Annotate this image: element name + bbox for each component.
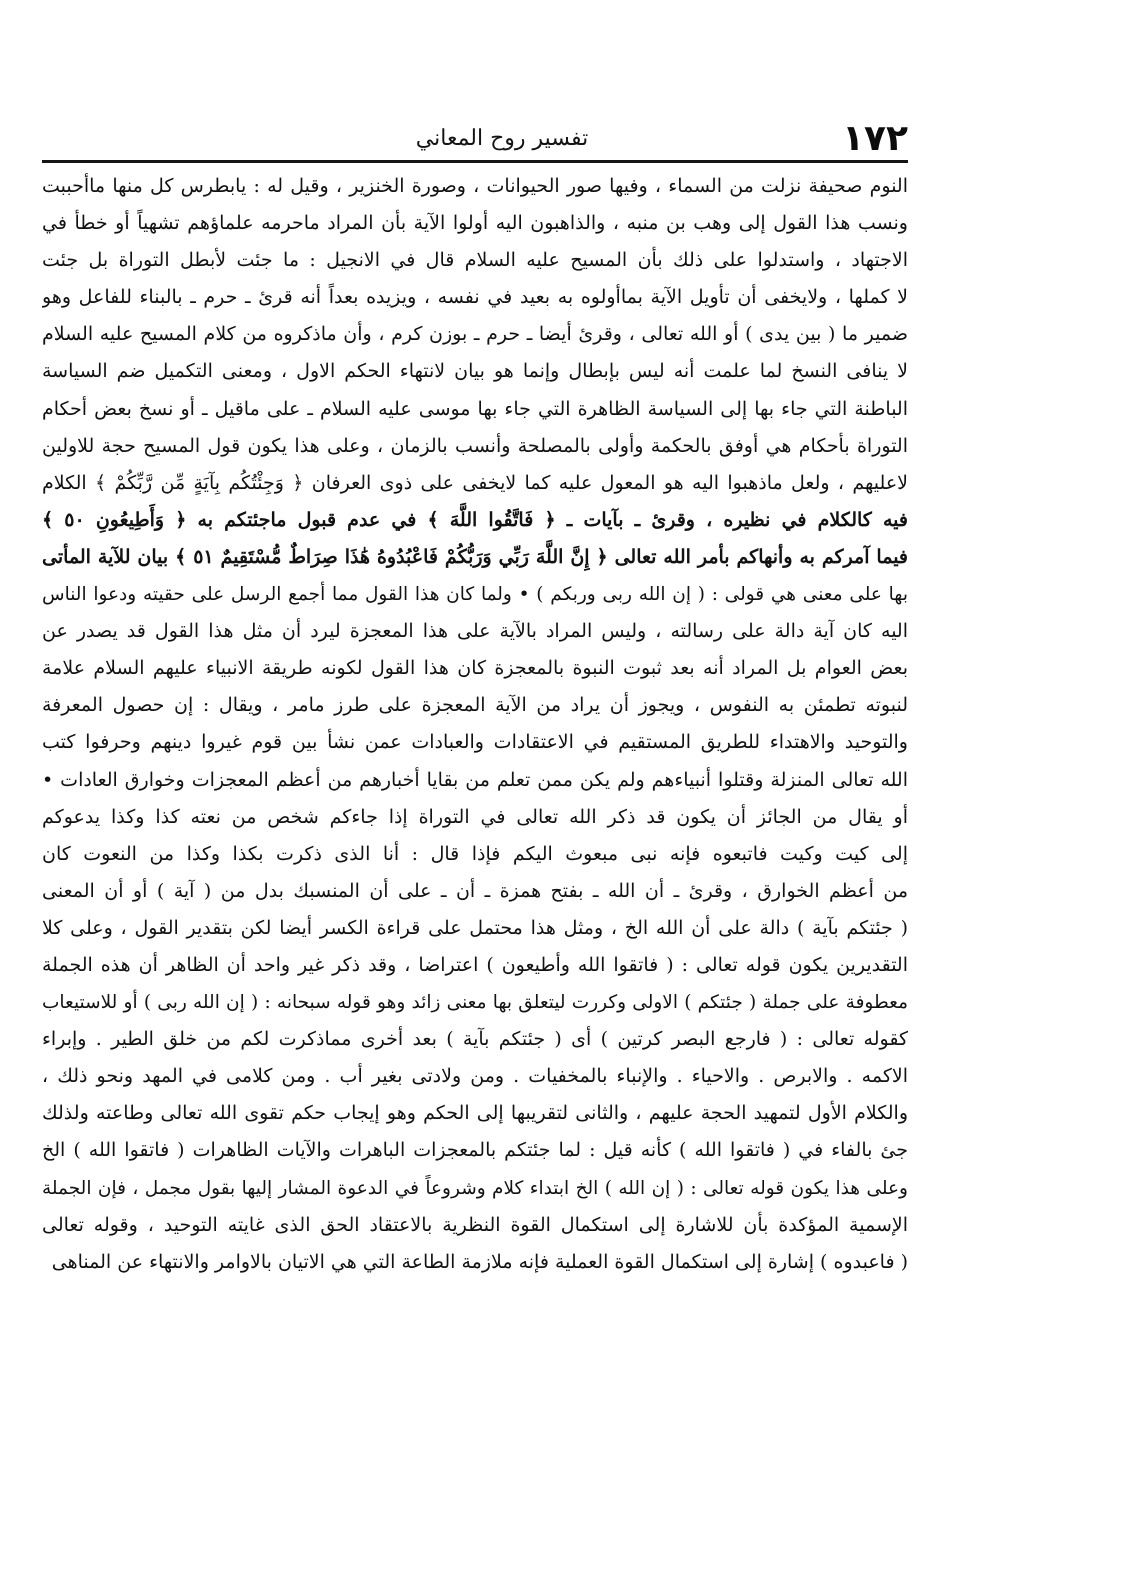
text-line: الإسمية المؤكدة بأن للاشارة إلى استكمال القوة النظرية بالاعتقاد الحق الذى غايته التوحيد ، وقوله تعالى [42,1213,908,1236]
text-line: الاجتهاد ، واستدلوا على ذلك بأن المسيح عليه السلام قال في الانجيل : ما جئت لأبطل التوراة بل جئت [42,249,908,272]
page-number: ١٧٢ [842,118,908,159]
text-line: ونسب هذا القول إلى وهب بن منبه ، والذاهبون اليه أولوا الآية بأن المراد ماحرمه علماؤهم تشهياً أو خطأ في [42,212,908,235]
text-line: بها على معنى هي قولى : ( إن الله ربى وربكم ) • ولما كان هذا القول مما أجمع الرسل على حقيته ودعوا الناس [42,584,908,606]
text-line: فيما آمركم به وأنهاكم بأمر الله تعالى ﴿ إِنَّ اللَّهَ رَبِّي وَرَبُّكُمْ فَاعْبُدُوهُ هَٰذَا صِرَاطٌ مُّسْتَقِيمٌ ٥١ ﴾ بيان للآية المأتى [42,545,908,568]
text-line: والكلام الأول لتمهيد الحجة عليهم ، والثانى لتقريبها إلى الحكم وهو إيجاب حكم تقوى الله تعالى وطاعته ولذلك [42,1102,908,1125]
text-line: وعلى هذا يكون قوله تعالى : ( إن الله ) الخ ابتداء كلام وشروعاً في الدعوة المشار إليها بقول مجمل ، فإن الجملة [42,1177,908,1199]
text-line: لا ينافى النسخ لما علمت أنه ليس بإبطال وإنما هو بيان لانتهاء الحكم الاول ، ومعنى التكميل ضم السياسة [42,360,908,383]
text-line: الباطنة التي جاء بها إلى السياسة الظاهرة التي جاء بها موسى عليه السلام ـ على ماقيل ـ أو نسخ بعض أحكام [42,397,908,420]
text-line: الله تعالى المنزلة وقتلوا أنبياءهم ولم يكن ممن تعلم من بقايا أخبارهم من أعظم المعجزات وخوارق العادات • [42,768,908,791]
text-line: أو يقال من الجائز أن يكون قد ذكر الله تعالى في التوراة إذا جاءكم شخص من نعته كذا وكذا يدعوكم [42,805,908,828]
running-title: تفسير روح المعاني [415,126,589,151]
text-line: النوم صحيفة نزلت من السماء ، وفيها صور الحيوانات ، وصورة الخنزير ، وقيل له : يابطرس كل منها ماأحببت [42,175,908,197]
commentary-text [42,168,908,1281]
text-line: التوراة بأحكام هي أوفق بالحكمة وأولى بالمصلحة وأنسب بالزمان ، وعلى هذا يكون قول المسيح حجة للاولين [42,434,908,457]
text-line: جئ بالفاء في ( فاتقوا الله ) كأنه قيل : لما جئتكم بالمعجزات الباهرات والآيات الظاهرات ( فاتقوا الله ) الخ [42,1139,908,1162]
text-line: إلى كيت وكيت فاتبعوه فإنه نبى مبعوث اليكم فإذا قال : أنا الذى ذكرت بكذا وكذا من النعوت كان [42,842,908,865]
text-line: كقوله تعالى : ( فارجع البصر كرتين ) أى ( جئتكم بآية ) بعد أخرى مماذكرت لكم من خلق الطير . وإبراء [42,1028,908,1051]
text-line: بعض العوام بل المراد أنه بعد ثبوت النبوة بالمعجزة كان هذا القول لكونه طريقة الانبياء عليهم السلام علامة [42,657,908,680]
text-line: من أعظم الخوارق ، وقرئ ـ أن الله ـ بفتح همزة ـ أن ـ على أن المنسبك بدل من ( آية ) أو أن المعنى [42,879,908,902]
text-line: معطوفة على جملة ( جئتكم ) الاولى وكررت ليتعلق بها معنى زائد وهو قوله سبحانه : ( إن الله ربى ) أو للاستيعاب [42,992,908,1014]
text-line: التقديرين يكون قوله تعالى : ( فاتقوا الله وأطيعون ) اعتراضا ، وقد ذكر غير واحد أن الظاهر أن هذه الجملة [42,953,908,976]
text-line: لنبوته تطمئن به النفوس ، ويجوز أن يراد من الآية المعجزة على طرز مامر ، ويقال : إن حصول المعرفة [42,694,908,717]
text-line: ( جئتكم بآية ) دالة على أن الله الخ ، ومثل هذا محتمل على قراءة الكسر أيضا لكن بتقدير القول ، وعلى كلا [42,916,908,939]
text-line: ( فاعبدوه ) إشارة إلى استكمال القوة العملية فإنه ملازمة الطاعة التي هي الاتيان بالاوامر والانتهاء عن المناهى [51,1250,908,1273]
running-head [42,118,908,164]
text-line: الاكمه . والابرص . والاحياء . والإنباء بالمخفيات . ومن ولادتى بغير أب . ومن كلامى في المهد ونحو ذلك ، [42,1065,908,1088]
text-line: لاعليهم ، ولعل ماذهبوا اليه هو المعول عليه كما لايخفى على ذوى العرفان ﴿ وَجِئْتُكُم بِآيَةٍ مِّن رَّبِّكُمْ ﴾ الكلام [42,471,908,494]
text-line: فيه كالكلام في نظيره ، وقرئ ـ بآيات ـ ﴿ فَاتَّقُوا اللَّهَ ﴾ في عدم قبول ماجئتكم به ﴿ وَأَطِيعُونِ ٥٠ ﴾ [42,508,908,531]
text-line: ضمير ما ( بين يدى ) أو الله تعالى ، وقرئ أيضا ـ حرم ـ بوزن كرم ، وأن ماذكروه من كلام المسيح عليه السلام [42,323,908,346]
text-line: والتوحيد والاهتداء للطريق المستقيم في الاعتقادات والعبادات عمن نشأ بين قوم غيروا دينهم وحرفوا كتب [42,731,908,754]
header-rule [42,160,908,163]
text-line: لا كملها ، ولايخفى أن تأويل الآية بماأولوه به بعيد في نفسه ، ويزيده بعداً أنه قرئ ـ حرم ـ بالبناء للفاعل وهو [42,286,908,309]
text-line: اليه كان آية دالة على رسالته ، وليس المراد بالآية على هذا المعجزة ليرد أن مثل هذا القول قد يصدر عن [42,620,908,643]
